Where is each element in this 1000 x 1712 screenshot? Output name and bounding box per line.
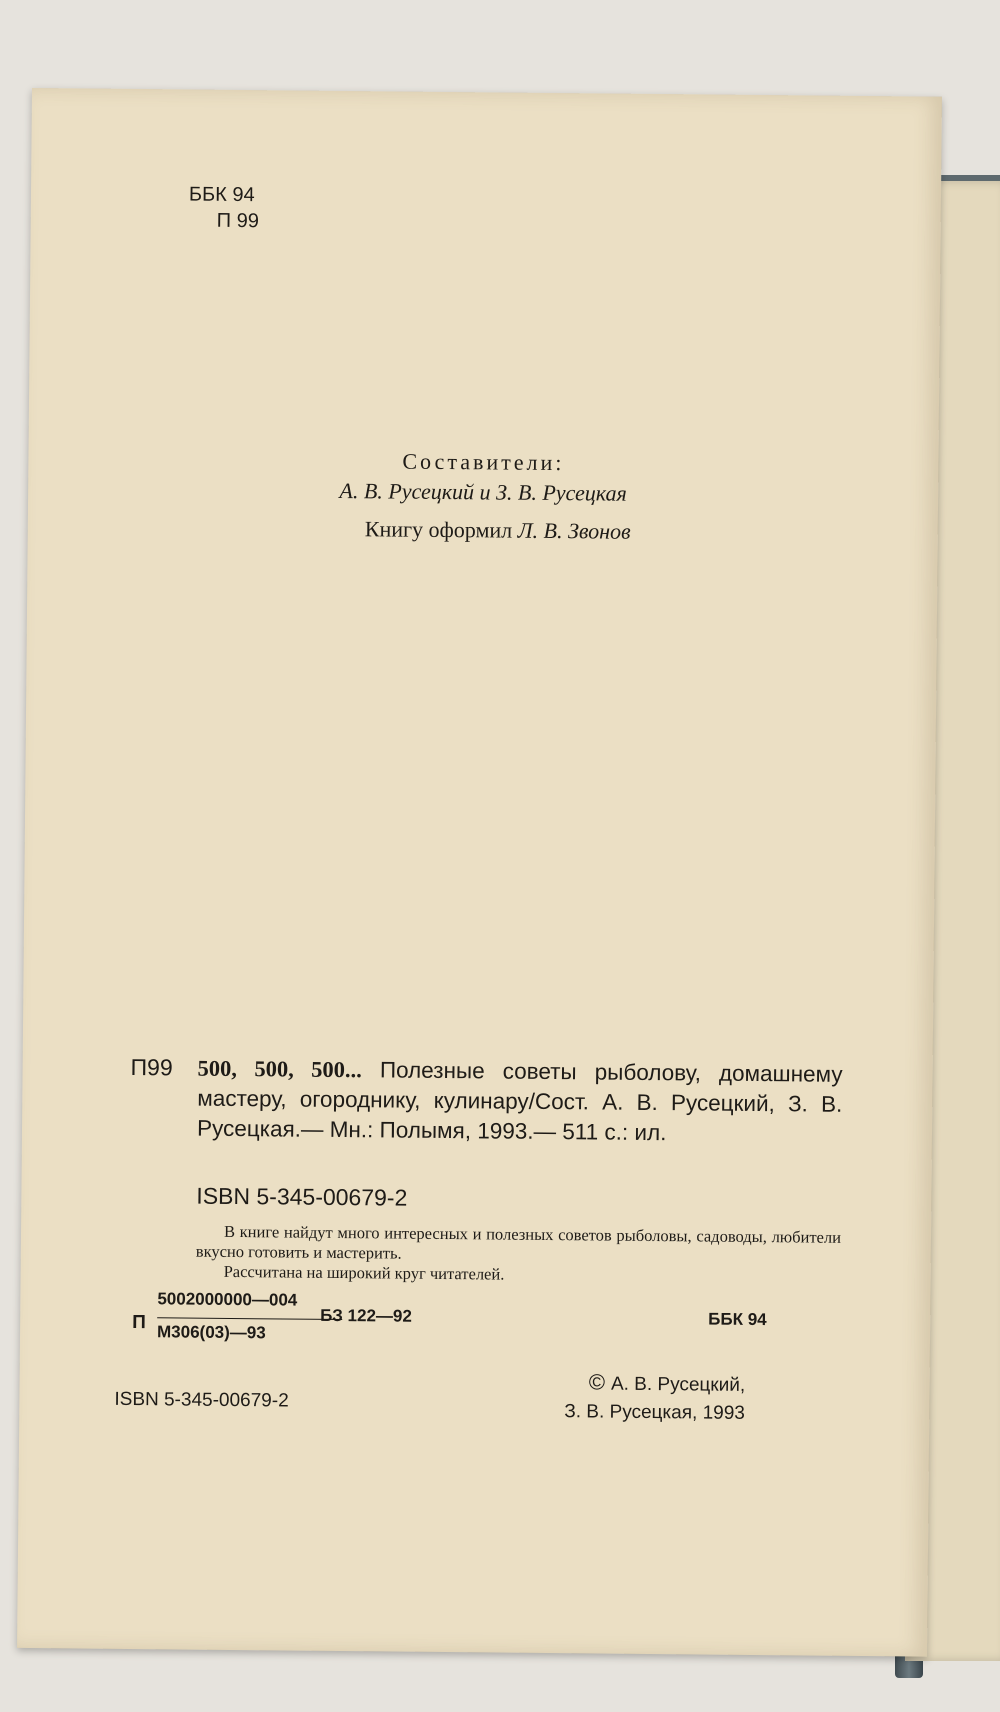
book-page — [17, 88, 942, 1657]
annotation-audience: Рассчитана на широкий круг читателей. — [223, 1261, 505, 1284]
index-right: БЗ 122—92 — [320, 1305, 412, 1326]
copyright-holder-1: А. В. Русецкий, — [610, 1373, 746, 1396]
bbk-code: ББК 94 — [188, 183, 255, 207]
design-label: Книгу оформил — [364, 516, 513, 543]
isbn-main: ISBN 5-345-00679-2 — [196, 1182, 408, 1211]
designer-name: Л. В. Звонов — [517, 517, 631, 544]
compilers-heading: Составители: — [402, 448, 565, 476]
index-letter: П — [132, 1312, 146, 1334]
copyright-block — [564, 1368, 745, 1428]
fraction-line — [157, 1317, 342, 1320]
author-mark: П 99 — [216, 209, 260, 233]
design-credit — [28, 511, 938, 550]
book-title: 500, 500, 500... — [197, 1055, 362, 1083]
annotation — [196, 1222, 842, 1288]
bbk-classification-top — [189, 182, 260, 235]
annotation-text: В книге найдут много интересных и полезных советов рыболовы, садоводы, любители вкусно готовить и мастерить. — [195, 1221, 842, 1263]
bbk-bottom: ББК 94 — [708, 1309, 767, 1330]
index-denominator: М306(03)—93 — [156, 1322, 266, 1343]
credits-block — [28, 443, 939, 550]
isbn-footer: ISBN 5-345-00679-2 — [114, 1388, 289, 1412]
copyright-line-1 — [564, 1368, 745, 1400]
compilers-names: А. В. Русецкий и З. В. Русецкая — [339, 477, 627, 506]
copyright-symbol: © — [588, 1369, 606, 1395]
catalog-code: П99 — [130, 1053, 173, 1081]
copyright-holder-2: З. В. Русецкая, 1993 — [564, 1401, 746, 1424]
index-numerator: 5002000000—004 — [157, 1289, 298, 1310]
bibliographic-description: Полезные советы рыболову, домашнему мастеру, огороднику, кулинару/Сост. А. В. Русецкий, З. В. Русецкая.— Мн.: Полымя, 1993.— 511 с.: ил. — [196, 1057, 843, 1146]
catalog-description — [197, 1054, 843, 1150]
